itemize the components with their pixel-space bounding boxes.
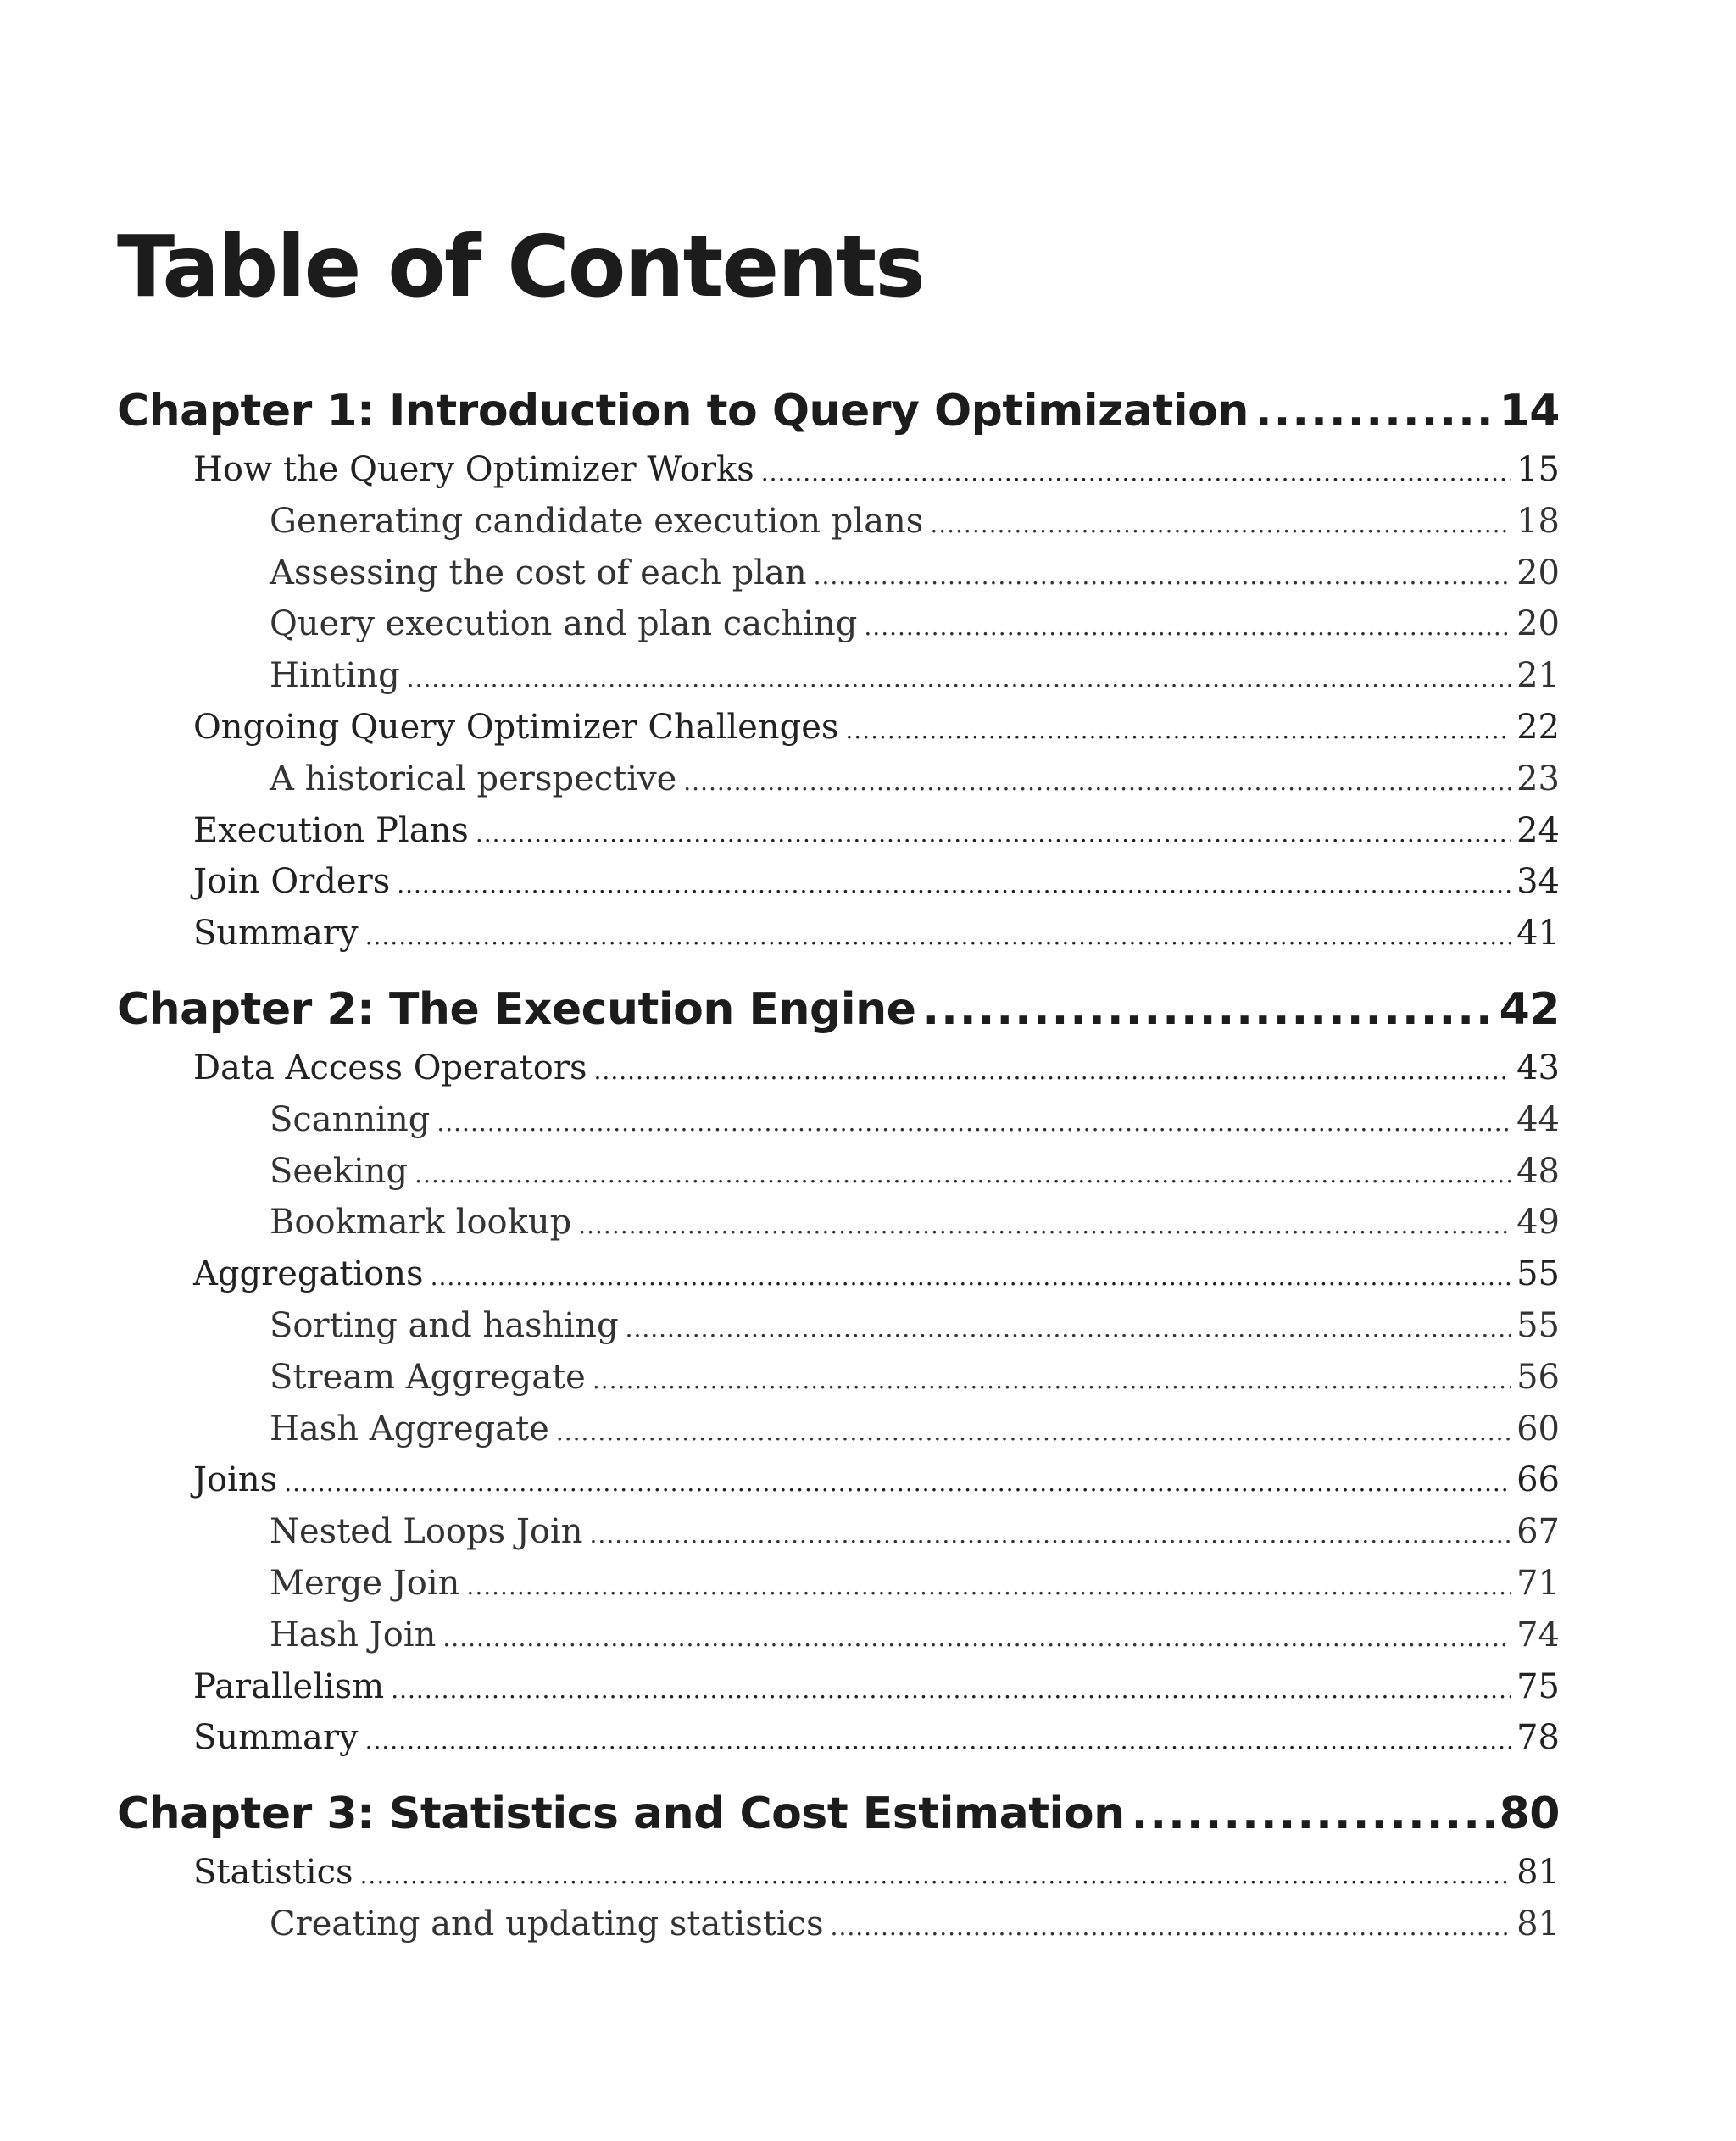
dot-leader: [626, 1315, 1512, 1343]
toc-section-entry[interactable]: [117, 1460, 1560, 1512]
dot-leader: [431, 1263, 1512, 1291]
toc-section-entry-label: Summary: [193, 914, 359, 954]
toc-section-entry[interactable]: [117, 1667, 1560, 1719]
toc-chapter-entry-label: Chapter 3: Statistics and Cost Estimation: [117, 1788, 1125, 1840]
toc-subsection-entry[interactable]: [117, 502, 1560, 553]
page-number: 42: [1499, 983, 1560, 1035]
toc-subsection-entry-label: Query execution and plan caching: [270, 604, 858, 644]
toc-subsection-entry-label: Hinting: [270, 656, 400, 696]
page-number: 14: [1499, 386, 1560, 437]
toc-subsection-entry-label: Assessing the cost of each plan: [270, 553, 807, 592]
toc-section-entry[interactable]: [117, 914, 1560, 965]
page-number: 48: [1516, 1151, 1560, 1191]
page-number: 78: [1516, 1718, 1560, 1758]
toc-subsection-entry-label: Stream Aggregate: [270, 1357, 586, 1397]
toc-subsection-entry-label: Sorting and hashing: [270, 1305, 619, 1345]
page-number: 67: [1516, 1512, 1560, 1552]
toc-subsection-entry-label: A historical perspective: [270, 759, 677, 798]
toc-subsection-entry[interactable]: [117, 1152, 1560, 1204]
toc-section-entry[interactable]: [117, 811, 1560, 863]
dot-leader: [930, 510, 1511, 538]
page-number: 34: [1516, 862, 1560, 902]
toc-section-entry[interactable]: [117, 450, 1560, 502]
dot-leader: [594, 1057, 1512, 1085]
toc-subsection-entry-label: Nested Loops Join: [270, 1512, 583, 1552]
page-number: 49: [1516, 1203, 1560, 1243]
dot-leader: [578, 1211, 1511, 1239]
toc-section-entry[interactable]: [117, 1853, 1560, 1905]
toc-section-entry[interactable]: [117, 708, 1560, 759]
page-number: 43: [1516, 1048, 1560, 1087]
toc-subsection-entry-label: Bookmark lookup: [270, 1203, 572, 1243]
page-number: 71: [1516, 1563, 1560, 1603]
toc-subsection-entry[interactable]: [117, 1564, 1560, 1615]
page-number: 44: [1516, 1099, 1560, 1139]
toc-chapter-entry[interactable]: [117, 984, 1560, 1048]
dot-leader: [922, 984, 1494, 1035]
page-number: 55: [1516, 1305, 1560, 1345]
toc-section-entry-label: Ongoing Query Optimizer Challenges: [193, 707, 839, 747]
dot-leader: [593, 1366, 1511, 1394]
toc-subsection-entry[interactable]: [117, 1905, 1560, 1956]
toc-section-entry-label: Join Orders: [193, 862, 391, 902]
toc-subsection-entry-label: Hash Join: [270, 1615, 437, 1654]
dot-leader: [365, 922, 1512, 950]
dot-leader: [814, 562, 1512, 590]
toc-subsection-entry-label: Merge Join: [270, 1563, 460, 1603]
dot-leader: [442, 1624, 1511, 1652]
toc-subsection-entry[interactable]: [117, 1358, 1560, 1410]
dot-leader: [360, 1861, 1512, 1889]
dot-leader: [761, 459, 1511, 487]
toc-subsection-entry[interactable]: [117, 553, 1560, 605]
chapter-block: [117, 386, 1560, 965]
page-number: 15: [1516, 450, 1560, 489]
dot-leader: [831, 1913, 1512, 1941]
toc-subsection-entry[interactable]: [117, 1306, 1560, 1358]
toc-subsection-entry[interactable]: [117, 656, 1560, 708]
toc-section-entry-label: Summary: [193, 1718, 359, 1758]
dot-leader: [864, 613, 1511, 641]
page-number: 55: [1516, 1254, 1560, 1294]
toc-subsection-entry[interactable]: [117, 1410, 1560, 1461]
toc-chapter-entry[interactable]: [117, 1788, 1560, 1853]
toc-subsection-entry[interactable]: [117, 1100, 1560, 1152]
toc-subsection-entry-label: Generating candidate execution plans: [270, 501, 924, 541]
toc-subsection-entry[interactable]: [117, 759, 1560, 811]
table-of-contents: [117, 386, 1560, 1975]
dot-leader: [397, 870, 1511, 898]
toc-subsection-entry-label: Seeking: [270, 1151, 409, 1191]
page-title: Table of Contents: [117, 217, 924, 316]
toc-section-entry[interactable]: [117, 1718, 1560, 1770]
page-number: 74: [1516, 1615, 1560, 1654]
toc-section-entry-label: Parallelism: [193, 1666, 385, 1706]
page-number: 75: [1516, 1666, 1560, 1706]
toc-section-entry[interactable]: [117, 1048, 1560, 1100]
page-number: 20: [1516, 604, 1560, 644]
page-number: 22: [1516, 707, 1560, 747]
toc-section-entry-label: Execution Plans: [193, 810, 469, 850]
page-number: 18: [1516, 501, 1560, 541]
page-number: 41: [1516, 914, 1560, 954]
dot-leader: [556, 1418, 1511, 1446]
chapter-block: [117, 1788, 1560, 1956]
toc-section-entry-label: Joins: [193, 1460, 278, 1500]
toc-subsection-entry-label: Hash Aggregate: [270, 1409, 549, 1449]
toc-section-entry-label: Aggregations: [193, 1254, 424, 1294]
chapter-block: [117, 984, 1560, 1770]
toc-chapter-entry-label: Chapter 2: The Execution Engine: [117, 983, 916, 1035]
dot-leader: [407, 665, 1511, 692]
dot-leader: [683, 768, 1511, 796]
dot-leader: [476, 820, 1511, 848]
toc-section-entry-label: Data Access Operators: [193, 1048, 587, 1087]
page-number: 21: [1516, 656, 1560, 696]
toc-subsection-entry-label: Scanning: [270, 1099, 431, 1139]
toc-section-entry-label: Statistics: [193, 1853, 353, 1893]
toc-subsection-entry-label: Creating and updating statistics: [270, 1904, 824, 1944]
dot-leader: [415, 1160, 1511, 1188]
page-number: 24: [1516, 810, 1560, 850]
page-number: 60: [1516, 1409, 1560, 1449]
toc-section-entry-label: How the Query Optimizer Works: [193, 450, 754, 489]
toc-chapter-entry[interactable]: [117, 386, 1560, 450]
toc-chapter-entry-label: Chapter 1: Introduction to Query Optimization: [117, 386, 1249, 437]
dot-leader: [284, 1469, 1511, 1497]
dot-leader: [1132, 1788, 1494, 1839]
dot-leader: [437, 1109, 1511, 1137]
page-number: 81: [1516, 1853, 1560, 1893]
dot-leader: [466, 1572, 1511, 1600]
toc-section-entry[interactable]: [117, 1254, 1560, 1306]
dot-leader: [391, 1676, 1511, 1704]
page-number: 66: [1516, 1460, 1560, 1500]
page-number: 80: [1499, 1788, 1560, 1840]
page-number: 23: [1516, 759, 1560, 798]
page-number: 20: [1516, 553, 1560, 592]
page-number: 81: [1516, 1904, 1560, 1944]
toc-subsection-entry[interactable]: [117, 1203, 1560, 1254]
dot-leader: [590, 1521, 1512, 1549]
dot-leader: [1255, 386, 1494, 437]
toc-subsection-entry[interactable]: [117, 1512, 1560, 1564]
toc-section-entry[interactable]: [117, 862, 1560, 914]
toc-subsection-entry[interactable]: [117, 1615, 1560, 1667]
dot-leader: [845, 716, 1511, 744]
toc-subsection-entry[interactable]: [117, 604, 1560, 656]
page-number: 56: [1516, 1357, 1560, 1397]
dot-leader: [365, 1727, 1512, 1755]
